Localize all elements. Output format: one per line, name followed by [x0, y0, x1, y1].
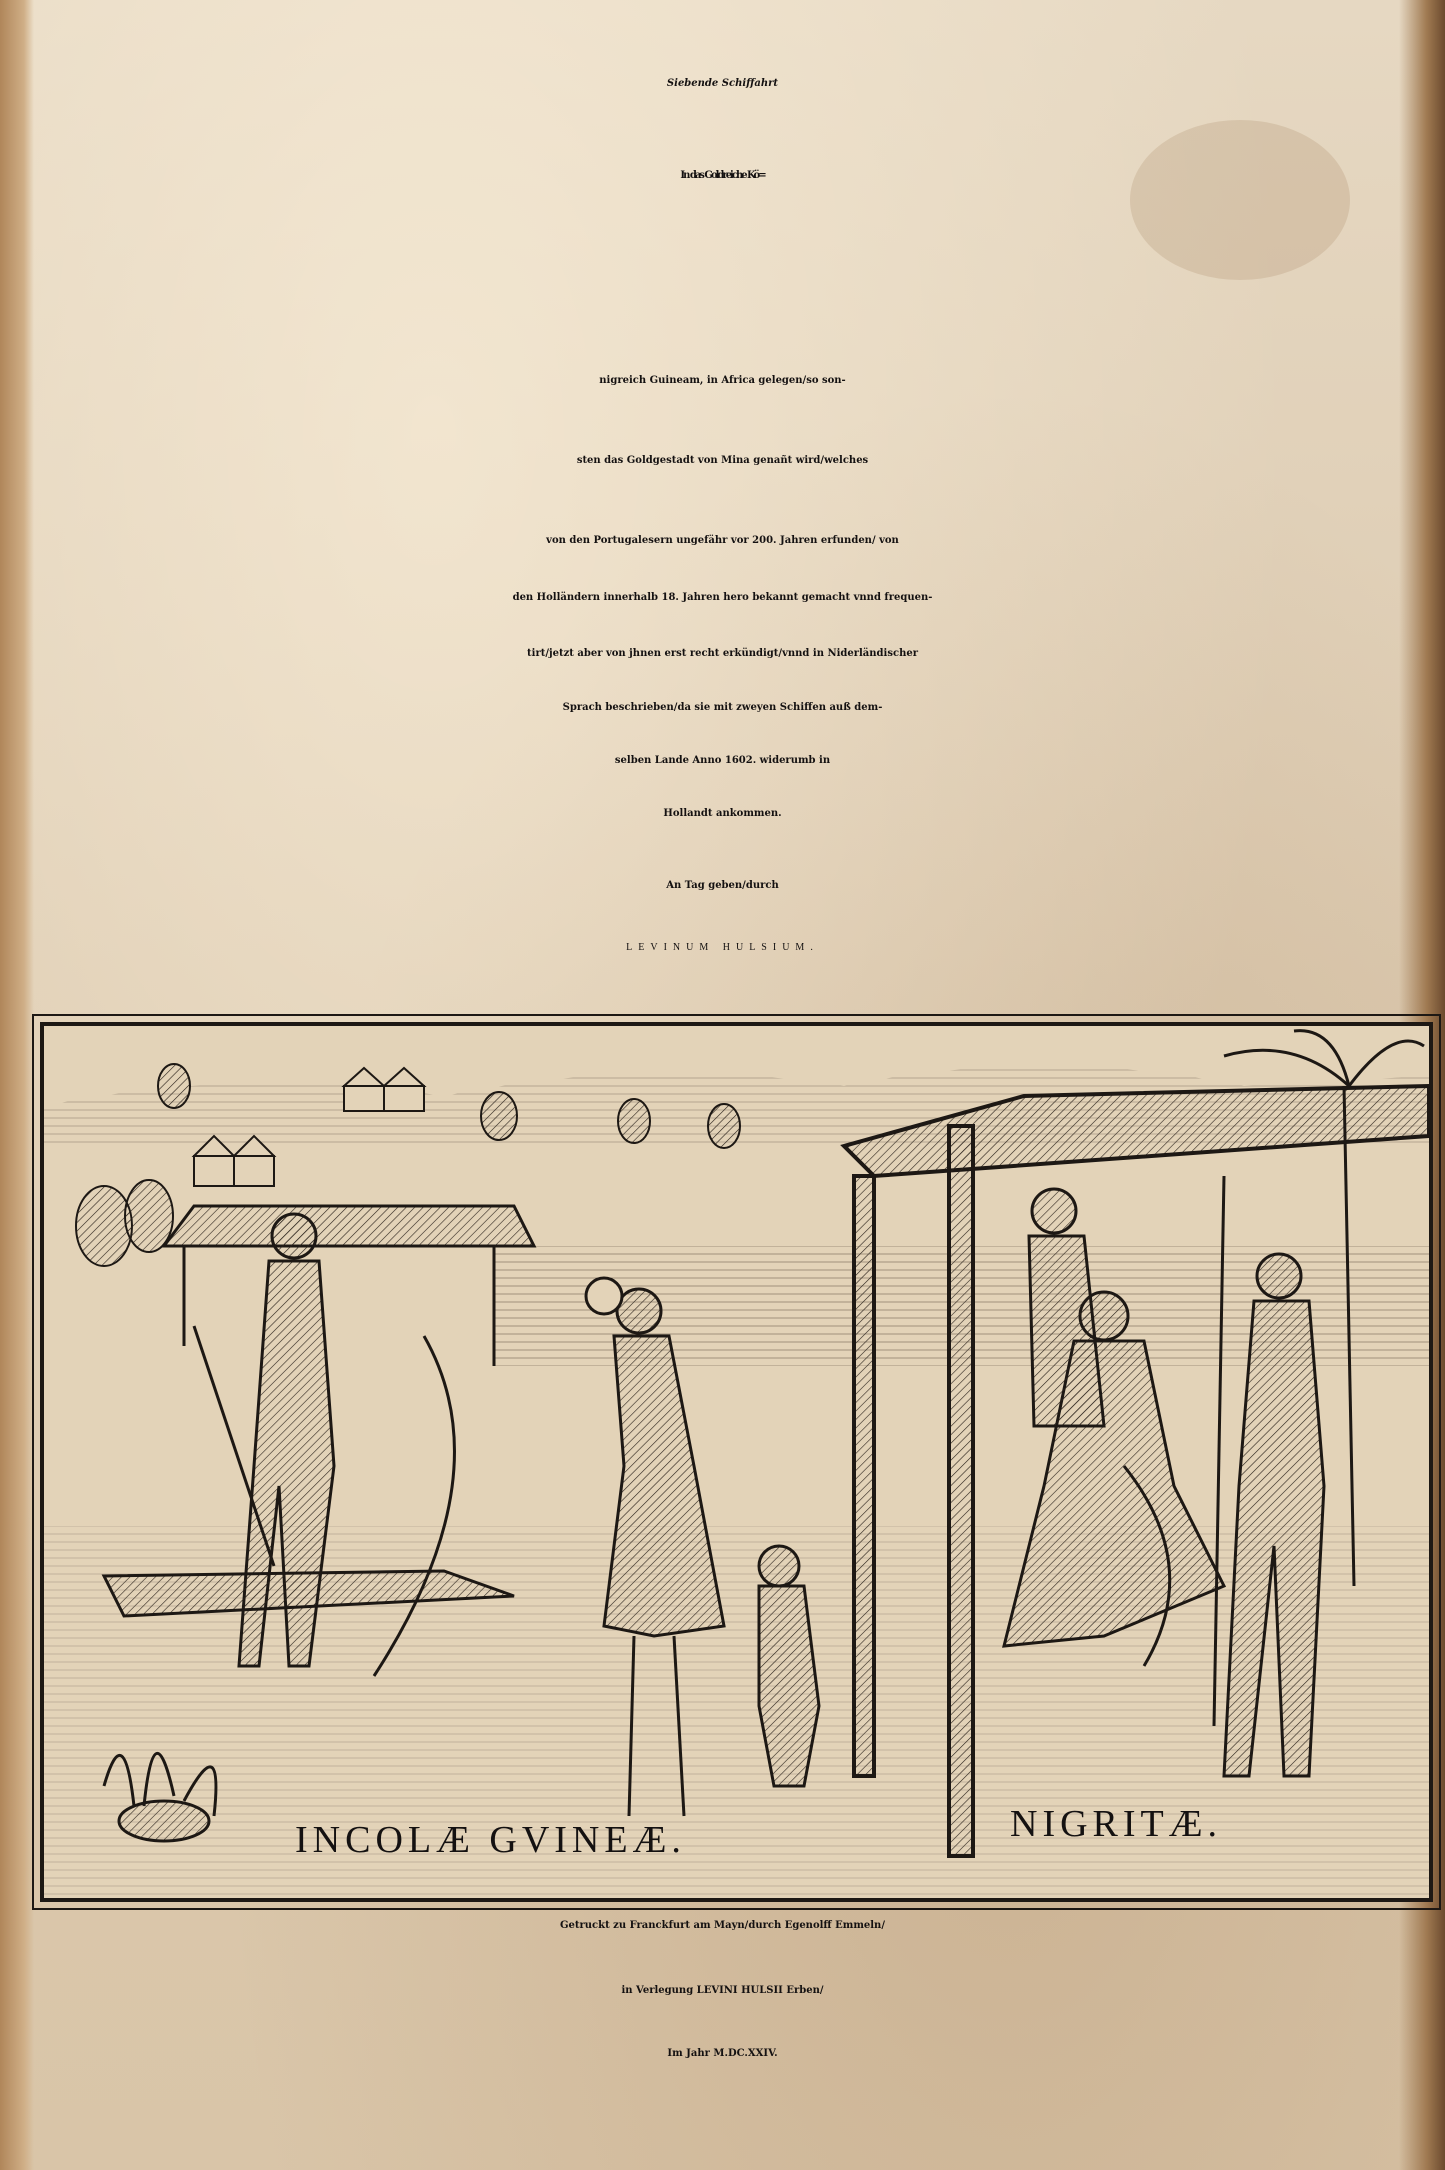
- title-line-4: sten das Goldgestadt von Mina genañt wird/welches: [576, 455, 869, 466]
- title-line-8: Sprach beschrieben/da sie mit zweyen Schiffen auß dem-: [562, 702, 883, 713]
- title-line-7: tirt/jetzt aber von jhnen erst recht erkündigt/vnnd in Niderländischer: [527, 648, 918, 659]
- woodcut-scene: [44, 1026, 1429, 1898]
- page-edge-left: [0, 0, 34, 2170]
- publisher-intro: An Tag geben/durch: [666, 880, 779, 891]
- caption-nigritae: NIGRITÆ.: [1010, 1803, 1223, 1845]
- title-line-9: selben Lande Anno 1602. widerumb in: [614, 755, 831, 766]
- title-line-3: nigreich Guineam, in Africa gelegen/so son-: [599, 375, 846, 386]
- caption-incolae-guineae: INCOLÆ GVINEÆ.: [295, 1819, 686, 1861]
- title-line-2: In das Goldreiche Kö=: [680, 170, 765, 181]
- woodcut-illustration: [40, 1022, 1433, 1902]
- paper-stain: [1130, 120, 1350, 280]
- title-line-6: den Holländern innerhalb 18. Jahren hero bekannt gemacht vnnd frequen-: [512, 592, 933, 603]
- title-line-10: Hollandt ankommen.: [663, 808, 782, 819]
- shelter: [164, 1206, 534, 1366]
- title-line-5: von den Portugalesern ungefähr vor 200. Jahren erfunden/ von: [546, 535, 899, 546]
- imprint-line-1: Getruckt zu Franckfurt am Mayn/durch Egenolff Emmeln/: [560, 1920, 885, 1931]
- author-name: LEVINUM HULSIUM.: [626, 942, 819, 953]
- title-line-1: Siebende Schiffahrt: [666, 78, 779, 89]
- imprint-line-2: in Verlegung LEVINI HULSII Erben/: [621, 1985, 824, 1996]
- imprint-date: Im Jahr M.DC.XXIV.: [667, 2048, 778, 2059]
